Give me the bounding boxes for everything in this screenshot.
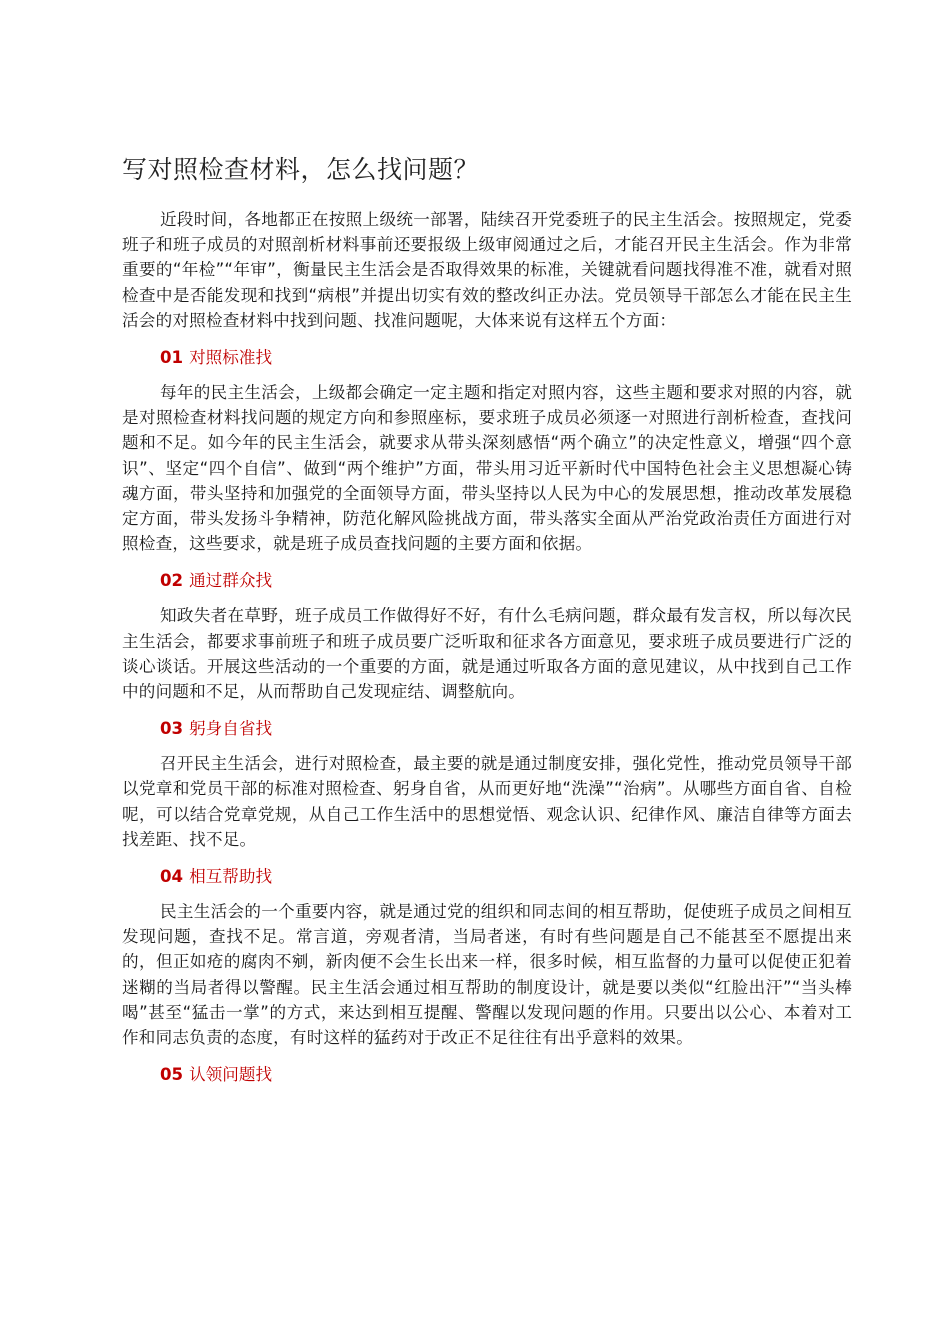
section-02 bbox=[122, 568, 852, 704]
section-heading bbox=[160, 568, 852, 593]
section-number: 01 bbox=[160, 348, 184, 368]
section-title: 认领问题找 bbox=[189, 1065, 273, 1085]
section-body: 民主生活会的一个重要内容，就是通过党的组织和同志间的相互帮助，促使班子成员之间相互发现问题，查找不足。常言道，旁观者清，当局者迷，有时有些问题是自己不能甚至不愿提出来的，但正如疮的腐肉不剜，新肉便不会生长出来一样，很多时候，相互监督的力量可以促使正犯着迷糊的当局者得以警醒。民主生活会通过相互帮助的制度设计，就是要以类似“红脸出汗”“当头棒喝”甚至“猛击一掌”的方式，来达到相互提醒、警醒以发现问题的作用。只要出以公心、本着对工作和同志负责的态度，有时这样的猛药对于改正不足往往有出乎意料的效果。 bbox=[122, 902, 852, 1048]
section-03 bbox=[122, 716, 852, 852]
section-title: 通过群众找 bbox=[189, 571, 273, 591]
section-body: 每年的民主生活会，上级都会确定一定主题和指定对照内容，这些主题和要求对照的内容，就是对照检查材料找问题的规定方向和参照座标，要求班子成员必须逐一对照进行剖析检查，查找问题和不足。如今年的民主生活会，就要求从带头深刻感悟“两个确立”的决定性意义，增强“四个意识”、坚定“四个自信”、做到“两个维护”方面，带头用习近平新时代中国特色社会主义思想凝心铸魂方面，带头坚持和加强党的全面领导方面，带头坚持以人民为中心的发展思想，推动改革发展稳定方面，带头发扬斗争精神，防范化解风险挑战方面，带头落实全面从严治党政治责任方面进行对照检查，这些要求，就是班子成员查找问题的主要方面和依据。 bbox=[122, 383, 852, 554]
section-number: 04 bbox=[160, 867, 184, 887]
section-number: 05 bbox=[160, 1065, 184, 1085]
intro-paragraph: 近段时间，各地都正在按照上级统一部署，陆续召开党委班子的民主生活会。按照规定，党委班子和班子成员的对照剖析材料事前还要报级上级审阅通过之后，才能召开民主生活会。作为非常重要的“年检”“年审”，衡量民主生活会是否取得效果的标准，关键就看问题找得准不准，就看对照检查中是否能发现和找到“病根”并提出切实有效的整改纠正办法。党员领导干部怎么才能在民主生活会的对照检查材料中找到问题、找准问题呢，大体来说有这样五个方面： bbox=[122, 210, 852, 330]
section-title: 躬身自省找 bbox=[189, 719, 273, 739]
section-number: 03 bbox=[160, 719, 184, 739]
section-heading bbox=[160, 864, 852, 889]
document-page bbox=[122, 150, 852, 1097]
article-title: 写对照检查材料，怎么找问题？ bbox=[122, 155, 480, 184]
section-title: 相互帮助找 bbox=[189, 867, 273, 887]
section-title: 对照标准找 bbox=[189, 348, 273, 368]
section-04 bbox=[122, 864, 852, 1050]
section-heading bbox=[160, 1062, 852, 1087]
section-body: 知政失者在草野，班子成员工作做得好不好，有什么毛病问题，群众最有发言权，所以每次民主生活会，都要求事前班子和班子成员要广泛听取和征求各方面意见，要求班子成员要进行广泛的谈心谈话。开展这些活动的一个重要的方面，就是通过听取各方面的意见建议，从中找到自己工作中的问题和不足，从而帮助自己发现症结、调整航向。 bbox=[122, 606, 852, 702]
section-01 bbox=[122, 345, 852, 556]
section-heading bbox=[160, 716, 852, 741]
section-number: 02 bbox=[160, 571, 184, 591]
section-body: 召开民主生活会，进行对照检查，最主要的就是通过制度安排，强化党性，推动党员领导干部以党章和党员干部的标准对照检查、躬身自省，从而更好地“洗澡”“治病”。从哪些方面自省、自检呢，可以结合党章党规，从自己工作生活中的思想觉悟、观念认识、纪律作风、廉洁自律等方面去找差距、找不足。 bbox=[122, 754, 852, 849]
section-heading bbox=[160, 345, 852, 370]
section-05 bbox=[122, 1062, 852, 1087]
